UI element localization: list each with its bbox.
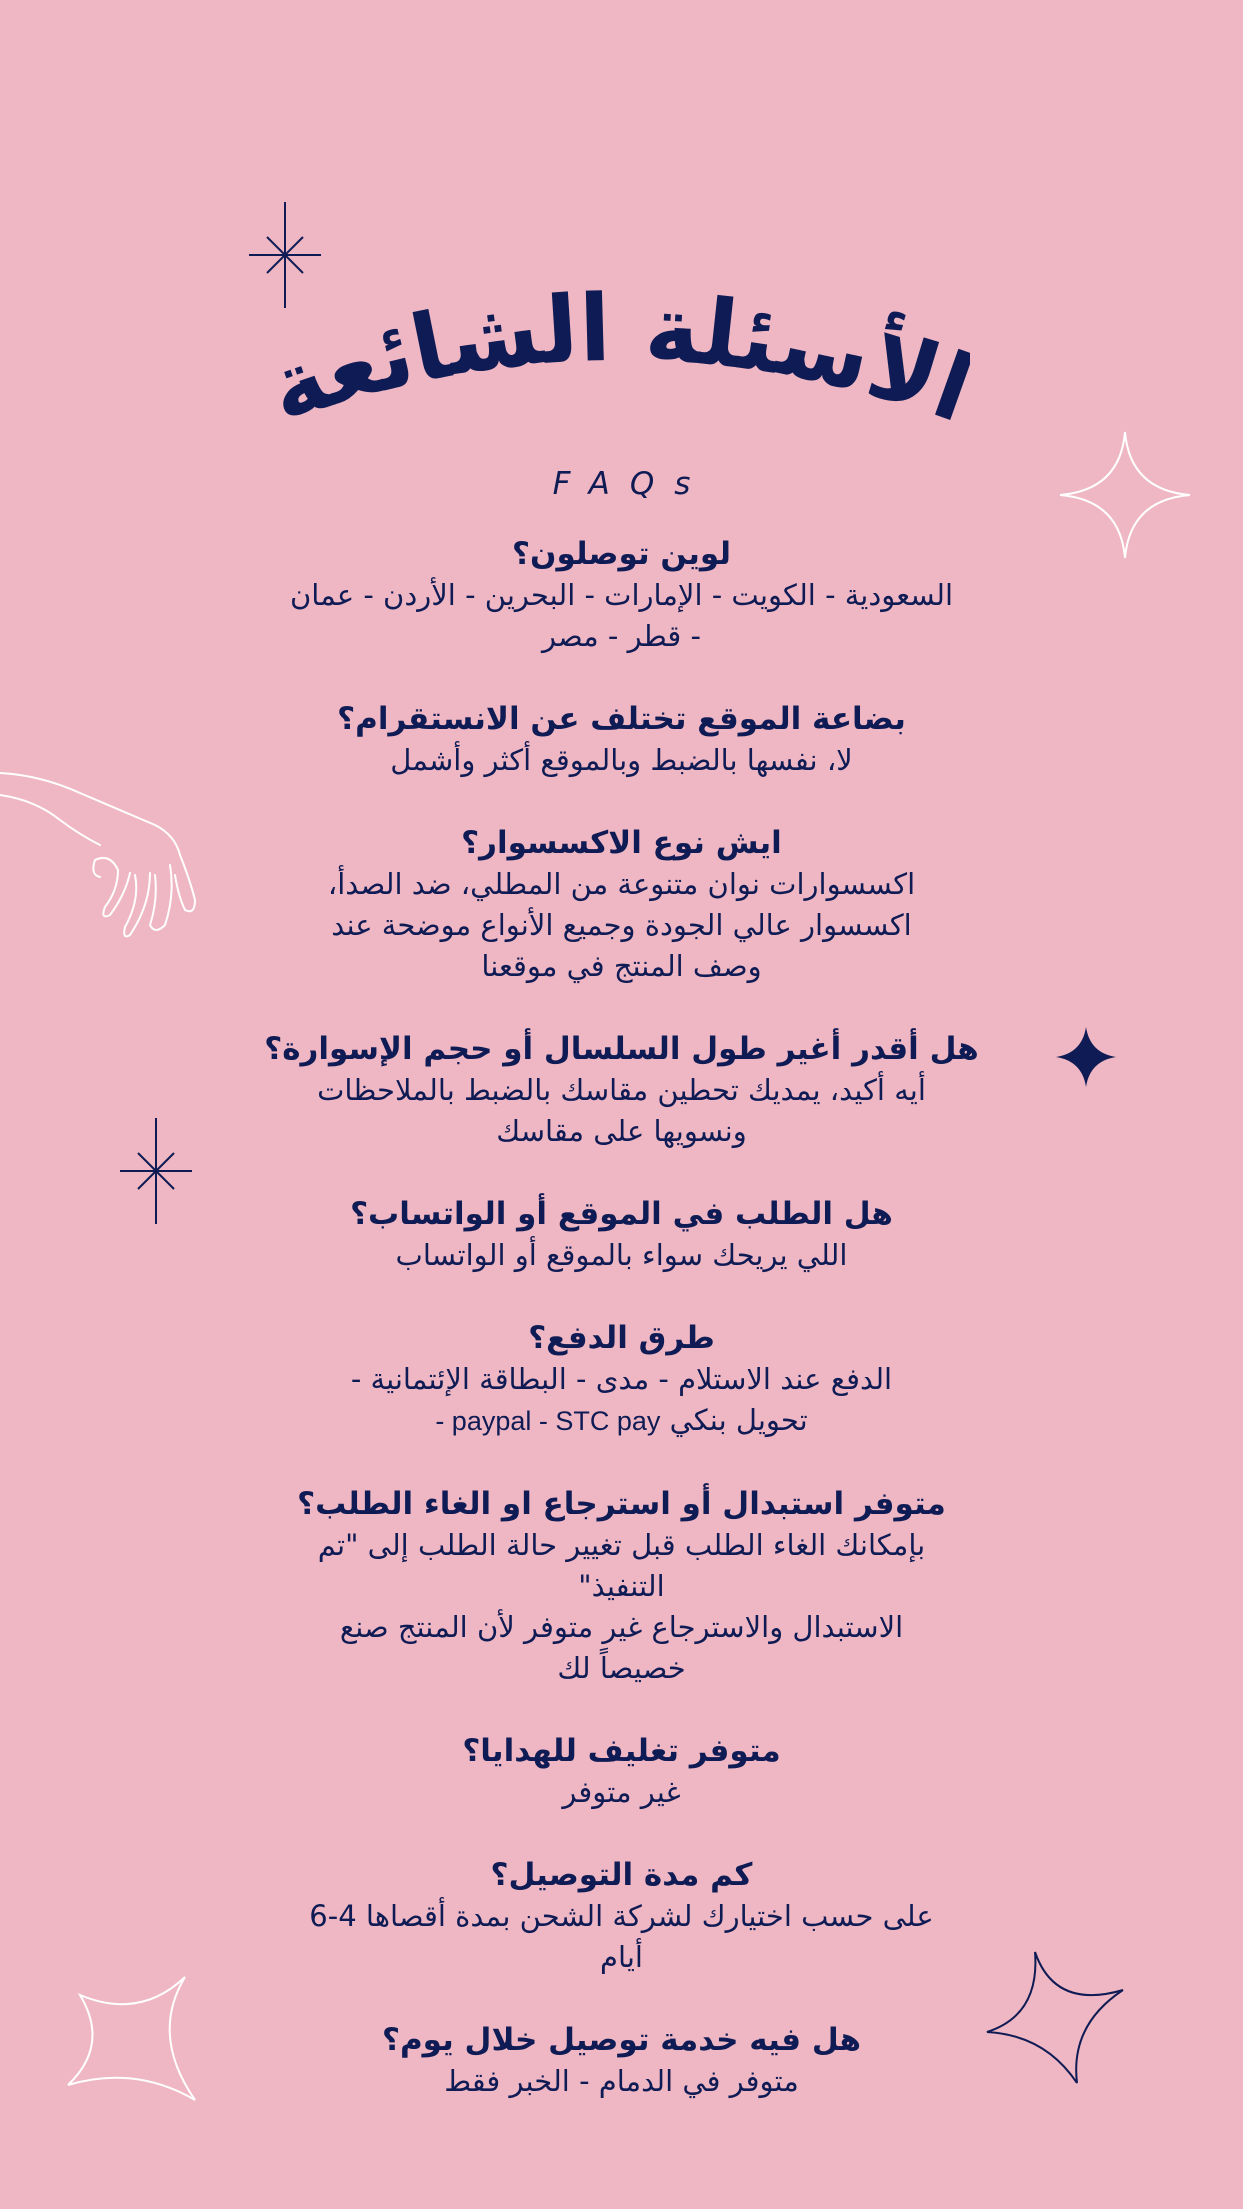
faq-item: [240, 1029, 1003, 1152]
faq-answer-line: اللي يريحك سواء بالموقع أو الواتساب: [395, 1238, 848, 1272]
faq-item: [240, 1318, 1003, 1442]
faq-item: [240, 823, 1003, 987]
faq-answer-line: ونسويها على مقاسك: [496, 1114, 747, 1148]
faq-question: ايش نوع الاكسسوار؟: [461, 825, 782, 861]
title-text: الأسئلة الشائع: [311, 274, 970, 444]
faq-item: [240, 1194, 1003, 1276]
faq-answer-line: لا، نفسها بالضبط وبالموقع أكثر وأشمل: [390, 743, 853, 777]
faq-item: [240, 1855, 1003, 1978]
faq-answer-line: اكسسوار عالي الجودة وجميع الأنواع موضحة عند: [331, 908, 912, 942]
faq-question: متوفر استبدال أو استرجاع او الغاء الطلب؟: [297, 1486, 946, 1522]
faq-answer-line: [240, 1400, 1003, 1442]
faq-answer-line: الدفع عند الاستلام - مدى - البطاقة الإئتمانية -: [350, 1362, 893, 1396]
faq-question: لوين توصلون؟: [512, 536, 731, 572]
faq-question: طرق الدفع؟: [528, 1320, 715, 1356]
svg-text:الأسئلة الشائعة: [270, 275, 970, 443]
faq-answer-line: أيه أكيد، يمديك تحطين مقاسك بالضبط بالملاحظات: [317, 1073, 926, 1107]
faq-answer-line: وصف المنتج في موقعنا: [481, 949, 762, 983]
faq-item: [240, 534, 1003, 657]
faq-item: [240, 1484, 1003, 1689]
faq-list: [240, 534, 1003, 2144]
faq-answer-line: الاستبدال والاسترجاع غير متوفر لأن المنتج صنع: [339, 1610, 904, 1644]
faq-item: [240, 1731, 1003, 1813]
faq-answer-line: أيام: [600, 1940, 643, 1974]
faq-question: متوفر تغليف للهدايا؟: [462, 1733, 781, 1769]
faq-item: [240, 699, 1003, 781]
answer-arabic-part: تحويل بنكي: [669, 1403, 808, 1437]
faq-question: هل أقدر أغير طول السلسال أو حجم الإسوارة؟: [264, 1031, 979, 1067]
answer-latin-part: - paypal - STC pay: [435, 1406, 661, 1436]
four-point-star-icon: [985, 1950, 1125, 2085]
faq-answer-line: متوفر في الدمام - الخبر فقط: [444, 2064, 799, 2098]
faq-answer-line: على حسب اختيارك لشركة الشحن بمدة أقصاها 4-6: [309, 1899, 934, 1933]
faq-question: بضاعة الموقع تختلف عن الانستقرام؟: [337, 701, 906, 737]
faq-item: [240, 2020, 1003, 2102]
four-point-star-icon: [60, 1975, 200, 2105]
faq-question: هل الطلب في الموقع أو الواتساب؟: [350, 1196, 893, 1232]
faq-question: هل فيه خدمة توصيل خلال يوم؟: [381, 2022, 862, 2058]
hand-line-art-icon: [0, 765, 200, 945]
faq-answer-line: بإمكانك الغاء الطلب قبل تغيير حالة الطلب إلى "تم: [317, 1528, 926, 1562]
faq-answer-line: - قطر - مصر: [542, 619, 701, 653]
subtitle: FAQs: [552, 466, 711, 502]
page-title: [270, 250, 970, 480]
faq-answer-line: التنفيذ": [578, 1569, 665, 1603]
four-point-star-icon: [1054, 1025, 1118, 1089]
faq-answer-line: غير متوفر: [562, 1775, 681, 1809]
faq-answer-line: اكسسوارات نوان متنوعة من المطلي، ضد الصدأ،: [327, 867, 916, 901]
sparkle-icon: [118, 1116, 194, 1226]
faq-answer-line: خصيصاً لك: [557, 1651, 686, 1685]
faq-question: كم مدة التوصيل؟: [490, 1857, 753, 1893]
faq-answer-line: السعودية - الكويت - الإمارات - البحرين - الأردن - عمان: [289, 578, 954, 612]
